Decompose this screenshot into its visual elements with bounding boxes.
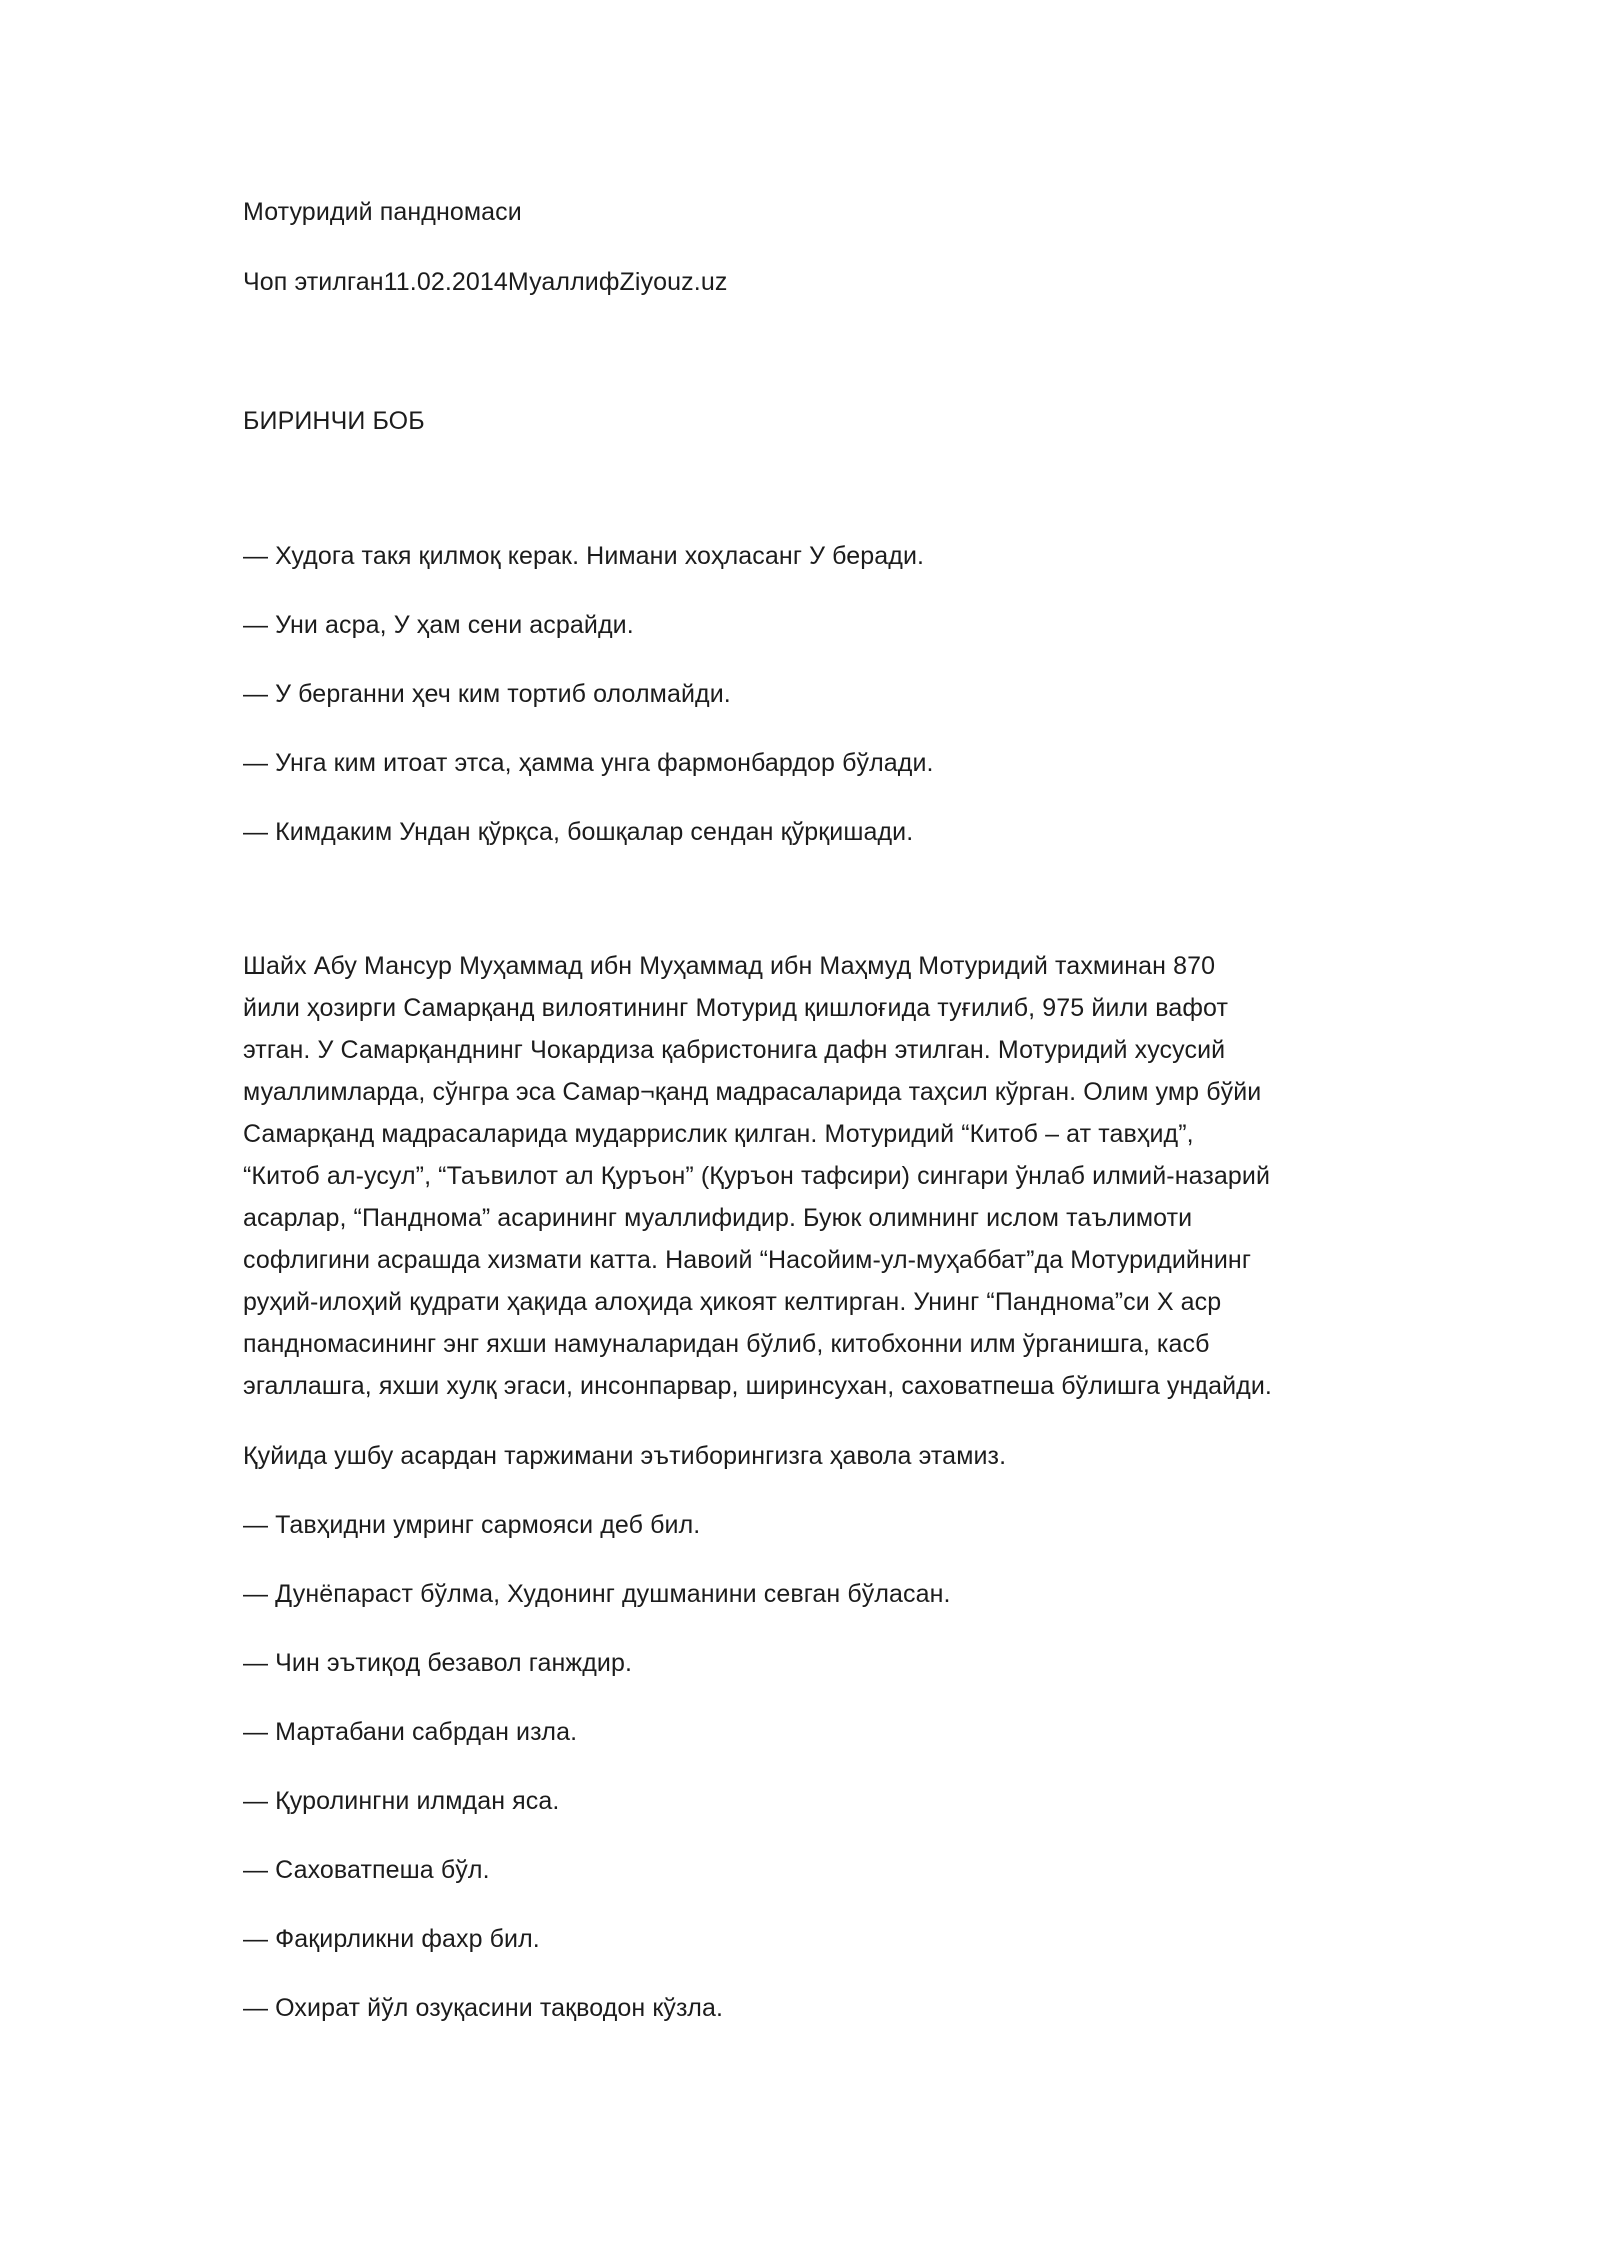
paragraph-line: эгаллашга, яхши хулқ эгаси, инсонпарвар, ширинсухан, саховатпеша бўлишга ундайди. [243, 1372, 1272, 1400]
saying-item: — Қуролингни илмдан яса. [243, 1787, 560, 1815]
publication-meta: Чоп этилган11.02.2014МуаллифZiyouz.uz [243, 268, 728, 296]
paragraph-line: этган. У Самарқанднинг Чокардиза қабристонига дафн этилган. Мотуридий хусусий [243, 1036, 1226, 1064]
biography-paragraph [243, 945, 1383, 1407]
paragraph-line: Самарқанд мадрасаларида мударрислик қилган. Мотуридий “Китоб – ат тавҳид”, [243, 1120, 1194, 1148]
saying-item: — Мартабани сабрдан изла. [243, 1718, 578, 1746]
saying-item: — Худога такя қилмоқ керак. Нимани хоҳласанг У беради. [243, 542, 925, 570]
saying-item: — Дунёпараст бўлма, Худонинг душманини севган бўласан. [243, 1580, 951, 1608]
translation-intro: Қуйида ушбу асардан таржимани эътиборингизга ҳавола этамиз. [243, 1442, 1007, 1470]
saying-item: — Тавҳидни умринг сармояси деб бил. [243, 1511, 701, 1539]
chapter-heading: БИРИНЧИ БОБ [243, 407, 425, 435]
paragraph-line: асарлар, “Пандномa” асарининг муаллифидир. Буюк олимнинг ислом таълимоти [243, 1204, 1193, 1232]
paragraph-line: йили ҳозирги Самарқанд вилоятининг Мотурид қишлоғида туғилиб, 975 йили вафот [243, 994, 1229, 1022]
paragraph-line: софлигини асрашда хизмати катта. Навоий “Насойим-ул-муҳаббат”да Мотуридийнинг [243, 1246, 1252, 1274]
paragraph-line: пандномасининг энг яхши намуналаридан бўлиб, китобхонни илм ўрганишга, касб [243, 1330, 1210, 1358]
paragraph-line: руҳий-илоҳий қудрати ҳақида алоҳида ҳикоят келтирган. Унинг “Панднома”си X аср [243, 1288, 1222, 1316]
saying-item: — Уни асра, У ҳам сени асрайди. [243, 611, 634, 639]
document-title: Мотуридий пандномаси [243, 198, 522, 226]
saying-item: — У берганни ҳеч ким тортиб ололмайди. [243, 680, 731, 708]
saying-item: — Чин эътиқод безавол ганждир. [243, 1649, 632, 1677]
saying-item: — Охират йўл озуқасини тақводон кўзла. [243, 1994, 724, 2022]
saying-item: — Унга ким итоат этса, ҳамма унга фармонбардор бўлади. [243, 749, 934, 777]
paragraph-line: муаллимларда, сўнгра эса Самар¬қанд мадрасаларида таҳсил кўрган. Олим умр бўйи [243, 1078, 1262, 1106]
paragraph-line: Шайх Абу Мансур Муҳаммад ибн Муҳаммад ибн Маҳмуд Мотуридий тахминан 870 [243, 952, 1216, 980]
saying-item: — Фақирликни фахр бил. [243, 1925, 540, 1953]
paragraph-line: “Китоб ал-усул”, “Таъвилот ал Қуръон” (Қуръон тафсири) сингари ўнлаб илмий-назарий [243, 1162, 1271, 1190]
saying-item: — Кимдаким Ундан қўрқса, бошқалар сендан қўрқишади. [243, 818, 914, 846]
saying-item: — Саховатпеша бўл. [243, 1856, 490, 1884]
